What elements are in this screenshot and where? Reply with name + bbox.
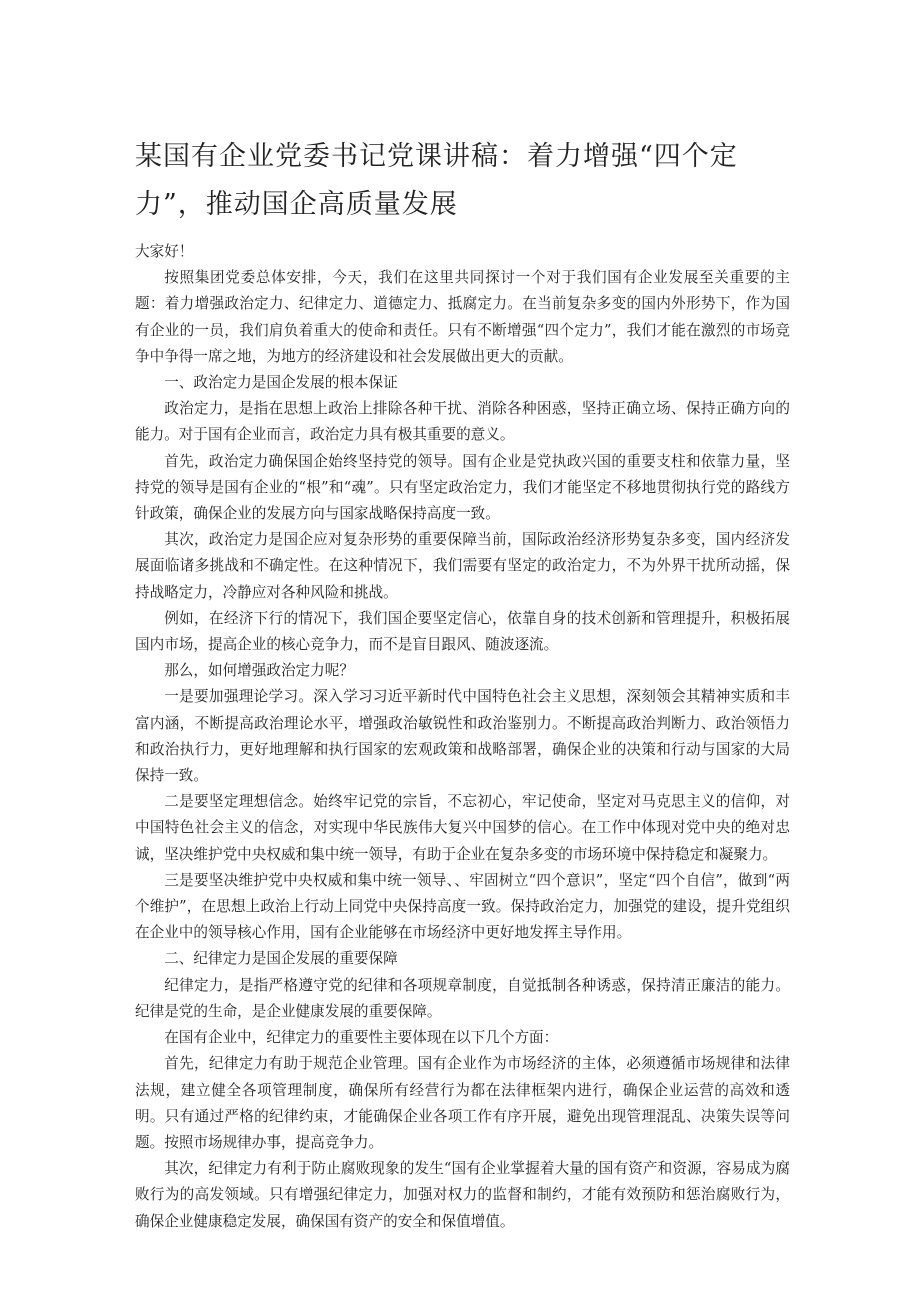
paragraph: 例如，在经济下行的情况下，我们国企要坚定信心，依靠自身的技术创新和管理提升，积极拓展国内市场，提高企业的核心竞争力，而不是盲目跟风、随波逐流。 [135,609,790,654]
paragraph: 其次，政治定力是国企应对复杂形势的重要保障当前，国际政治经济形势复杂多变，国内经济发展面临诸多挑战和不确定性。在这种情况下，我们需要有坚定的政治定力，不为外界干扰所动摇，保持战略定力，冷静应对各种风险和挑战。 [135,531,790,601]
paragraph: 首先，政治定力确保国企始终坚持党的领导。国有企业是党执政兴国的重要支柱和依靠力量，坚持党的领导是国有企业的“根”和“魂”。只有坚定政治定力，我们才能坚定不移地贯彻执行党的路线方针政策，确保企业的发展方向与国家战略保持高度一致。 [135,452,790,523]
document-body [135,239,790,1235]
paragraph: 其次，纪律定力有利于防止腐败现象的发生“国有企业掌握着大量的国有资产和资源，容易成为腐败行为的高发领域。只有增强纪律定力，加强对权力的监督和制约，才能有效预防和惩治腐败行为，确保企业健康稳定发展，确保国有资产的安全和保值增值。 [135,1160,790,1230]
paragraph: 政治定力，是指在思想上政治上排除各种干扰、消除各种困惑，坚持正确立场、保持正确方向的能力。对于国有企业而言，政治定力具有极其重要的意义。 [135,400,790,444]
paragraph: 按照集团党委总体安排，今天，我们在这里共同探讨一个对于我们国有企业发展至关重要的主题：着力增强政治定力、纪律定力、道德定力、抵腐定力。在当前复杂多变的国内外形势下，作为国有企业的一员，我们肩负着重大的使命和责任。只有不断增强“四个定力”，我们才能在激烈的市场竞争中争得一席之地，为地方的经济建设和社会发展做出更大的贡献。 [135,269,790,365]
paragraph: 首先，纪律定力有助于规范企业管理。国有企业作为市场经济的主体，必须遵循市场规律和法律法规，建立健全各项管理制度，确保所有经营行为都在法律框架内进行，确保企业运营的高效和透明。只有通过严格的纪律约束，才能确保企业各项工作有序开展，避免出现管理混乱、决策失误等问题。按照市场规律办事，提高竞争力。 [135,1055,790,1151]
section-heading: 二、纪律定力是国企发展的重要保障 [164,950,398,968]
paragraph: 二是要坚定理想信念。始终牢记党的宗旨，不忘初心，牢记使命，坚定对马克思主义的信仰，对中国特色社会主义的信念，对实现中华民族伟大复兴中国梦的信心。在工作中体现对党中央的绝对忠诚，坚决维护党中央权威和集中统一领导，有助于企业在复杂多变的市场环境中保持稳定和凝聚力。 [135,793,790,863]
section-heading: 一、政治定力是国企发展的根本保证 [164,374,398,392]
paragraph: 三是要坚决维护党中央权威和集中统一领导、、牢固树立“四个意识”，坚定“四个自信”，做到“两个维护”，在思想上政治上行动上同党中央保持高度一致。保持政治定力，加强党的建设，提升党组织在企业中的领导核心作用，国有企业能够在市场经济中更好地发挥主导作用。 [135,871,790,942]
paragraph: 一是要加强理论学习。深入学习习近平新时代中国特色社会主义思想，深刻领会其精神实质和丰富内涵，不断提高政治理论水平，增强政治敏锐性和政治鉴别力。不断提高政治判断力、政治领悟力和政治执行力，更好地理解和执行国家的宏观政策和战略部署，确保企业的决策和行动与国家的大局保持一致。 [135,688,790,785]
greeting: 大家好！ [135,243,194,260]
paragraph: 在国有企业中，纪律定力的重要性主要体现在以下几个方面： [164,1029,559,1047]
paragraph: 纪律定力，是指严格遵守党的纪律和各项规章制度，自觉抵制各种诱惑，保持清正廉洁的能力。纪律是党的生命，是企业健康发展的重要保障。 [135,976,790,1020]
document-title: 某国有企业党委书记党课讲稿：着力增强“四个定力”，推动国企高质量发展 [135,141,738,220]
paragraph: 那么，如何增强政治定力呢？ [164,662,354,680]
